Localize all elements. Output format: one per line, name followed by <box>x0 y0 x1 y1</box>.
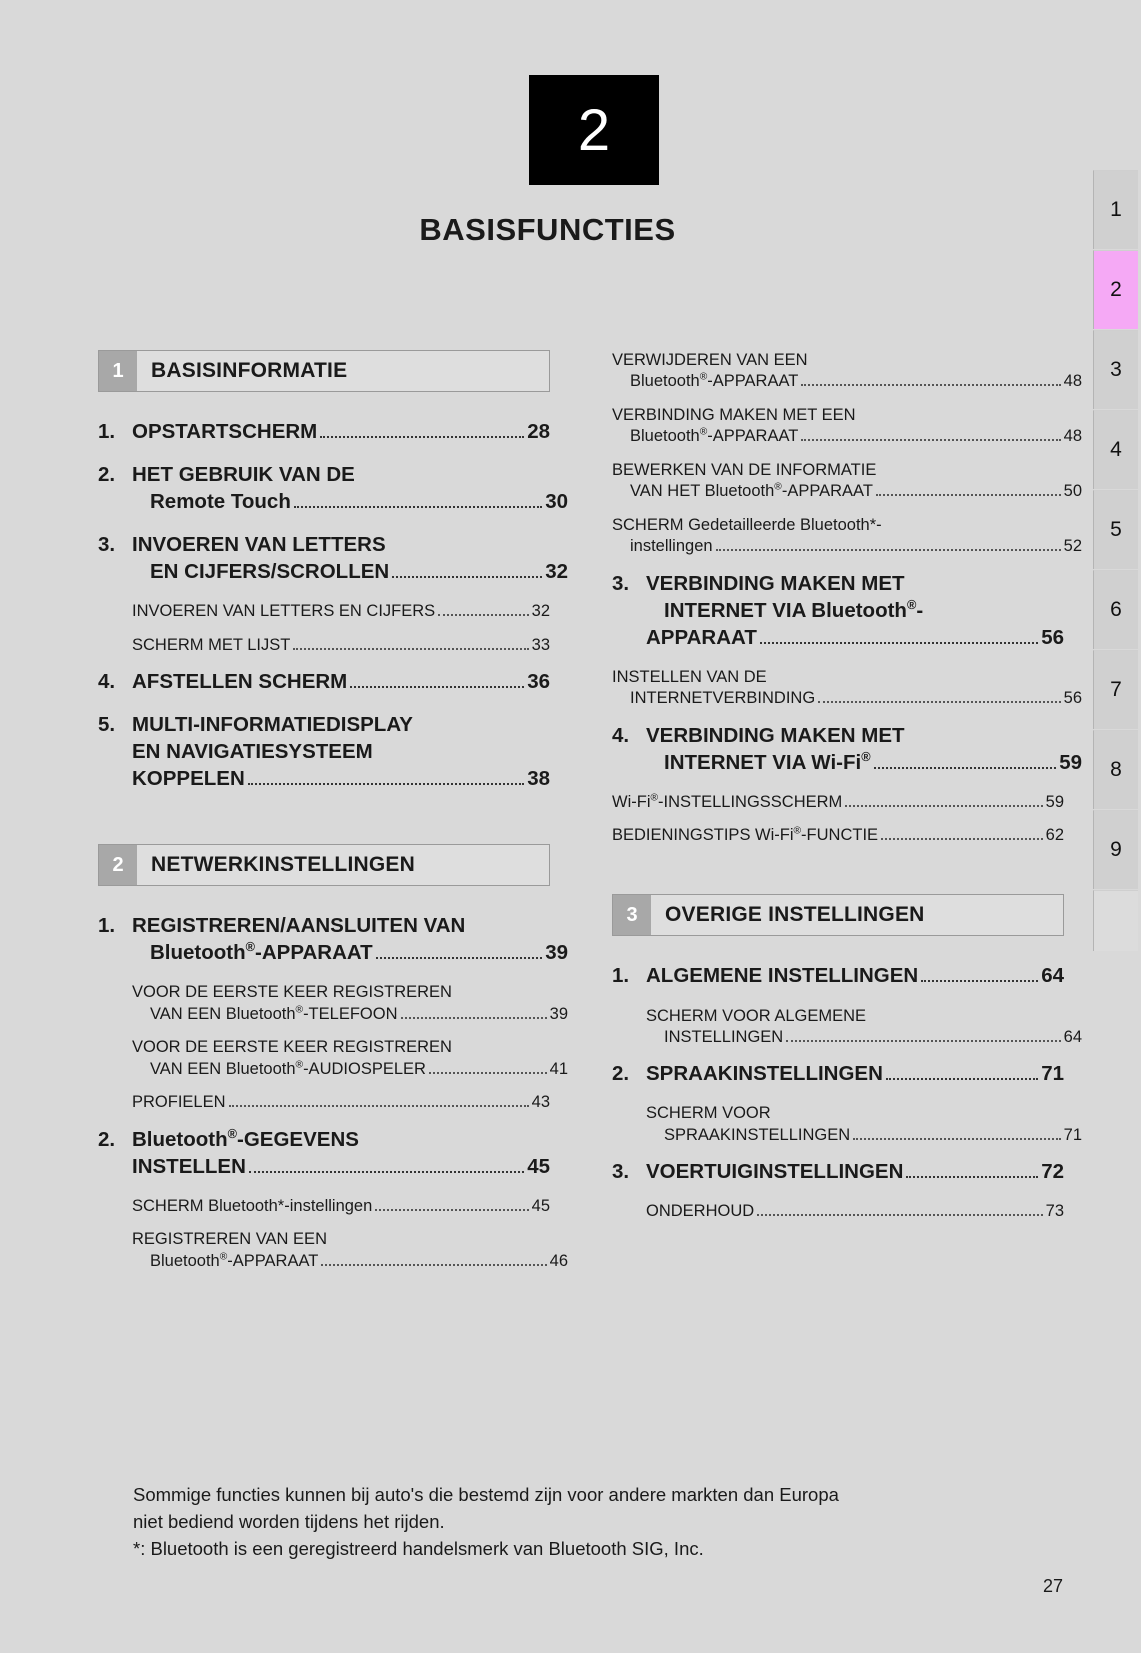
section-label: BASISINFORMATIE <box>151 359 348 382</box>
subentry-title: BEDIENINGSTIPS Wi-Fi®-FUNCTIE <box>612 825 879 845</box>
toc-entry[interactable] <box>98 461 568 515</box>
entry-number: 2. <box>98 1127 116 1151</box>
subentry-title: INVOEREN VAN LETTERS EN CIJFERS <box>132 602 436 621</box>
entry-title: VOERTUIGINSTELLINGEN <box>646 1160 904 1184</box>
leader-dots <box>429 1071 547 1074</box>
chapter-tab-3-label: 3 <box>1110 358 1122 381</box>
entry-title: OPSTARTSCHERM <box>132 420 318 443</box>
toc-subentry[interactable] <box>132 1196 550 1217</box>
toc-subentry[interactable] <box>612 792 1064 813</box>
chapter-tab-4-label: 4 <box>1110 438 1122 461</box>
entry-title: VERBINDING MAKEN MET <box>646 571 905 595</box>
entry-number: 4. <box>612 723 630 747</box>
subentry-title-cont: VAN EEN Bluetooth®-TELEFOON <box>150 1004 398 1023</box>
subentry-page: 52 <box>1063 537 1082 556</box>
subentry-page: 64 <box>1063 1027 1082 1046</box>
section-header-basisinformatie <box>98 350 550 392</box>
subentry-page: 48 <box>1063 427 1082 446</box>
subentry-title-cont: instellingen <box>630 537 713 556</box>
subentry-title-cont: Bluetooth®-APPARAAT <box>630 426 799 446</box>
entry-title-cont: EN CIJFERS/SCROLLEN <box>150 560 390 584</box>
subentry-title: REGISTREREN VAN EEN <box>132 1230 327 1249</box>
leader-dots <box>757 1213 1042 1216</box>
entry-title: VERBINDING MAKEN MET <box>646 723 905 747</box>
toc-entry[interactable] <box>612 1060 1064 1087</box>
subentry-title-cont: Bluetooth®-APPARAAT <box>150 1251 319 1270</box>
subentry-title-cont: INTERNETVERBINDING <box>630 689 816 708</box>
subentry-title: ONDERHOUD <box>646 1202 755 1221</box>
toc-subentry[interactable] <box>612 825 1064 846</box>
leader-dots <box>881 837 1043 840</box>
page-title: BASISFUNCTIES <box>419 212 676 247</box>
leader-dots <box>320 435 524 438</box>
entry-title: MULTI-INFORMATIEDISPLAY <box>132 713 413 737</box>
toc-subentry[interactable] <box>132 982 568 1025</box>
subentry-title: VERBINDING MAKEN MET EEN <box>612 405 856 424</box>
chapter-tab-blank <box>1093 890 1138 951</box>
entry-page: 38 <box>527 767 550 791</box>
entry-number: 2. <box>612 1062 630 1086</box>
section-spacer <box>612 858 1064 894</box>
entry-page: 64 <box>1041 964 1064 988</box>
chapter-number-block <box>529 75 659 185</box>
toc-subentry[interactable] <box>646 1201 1064 1222</box>
leader-dots <box>376 956 542 959</box>
entry-number: 1. <box>612 964 630 988</box>
leader-dots <box>874 766 1057 769</box>
toc-subentry[interactable] <box>612 667 1082 710</box>
leader-dots <box>248 782 524 785</box>
subentry-page: 39 <box>549 1004 568 1023</box>
chapter-tab-1[interactable] <box>1093 170 1138 249</box>
chapter-tab-9[interactable] <box>1093 810 1138 889</box>
chapter-tab-strip <box>1093 170 1141 952</box>
entry-number: 3. <box>612 1160 630 1184</box>
entry-title-cont: INTERNET VIA Bluetooth®- <box>664 596 924 622</box>
subentry-title-cont: INSTELLINGEN <box>664 1027 784 1046</box>
leader-dots <box>401 1016 547 1019</box>
subentry-title: SCHERM VOOR <box>646 1104 771 1123</box>
entry-page: 30 <box>545 490 568 514</box>
toc-subentry[interactable] <box>132 1037 568 1080</box>
entry-title-cont2: KOPPELEN <box>132 767 245 791</box>
entry-title-cont: EN NAVIGATIESYSTEEM <box>132 740 373 764</box>
entry-title: AFSTELLEN SCHERM <box>132 670 348 694</box>
subentry-page: 62 <box>1045 826 1064 845</box>
section-spacer <box>98 808 550 844</box>
subentry-page: 56 <box>1063 689 1082 708</box>
subentry-page: 46 <box>549 1251 568 1270</box>
entry-title-cont: Remote Touch <box>150 490 291 514</box>
subentry-title: VOOR DE EERSTE KEER REGISTREREN <box>132 1038 452 1057</box>
leader-dots <box>801 438 1060 441</box>
entry-number: 1. <box>98 420 116 443</box>
toc-subentry[interactable] <box>132 601 550 622</box>
leader-dots <box>392 575 542 578</box>
section-number: 2 <box>99 845 137 885</box>
chapter-number: 2 <box>577 97 611 163</box>
subentry-title: SCHERM VOOR ALGEMENE <box>646 1006 867 1025</box>
toc-subentry[interactable] <box>646 1006 1082 1049</box>
chapter-tab-7[interactable] <box>1093 650 1138 729</box>
subentry-page: 32 <box>531 602 550 621</box>
chapter-tab-7-label: 7 <box>1110 678 1122 701</box>
leader-dots <box>853 1137 1061 1140</box>
subentry-page: 45 <box>531 1196 550 1215</box>
subentry-title-cont: VAN HET Bluetooth®-APPARAAT <box>630 481 873 501</box>
section-label: NETWERKINSTELLINGEN <box>151 853 415 877</box>
leader-dots <box>786 1039 1060 1042</box>
entry-title-cont: Bluetooth®-APPARAAT <box>150 939 373 965</box>
chapter-tab-6[interactable] <box>1093 570 1138 649</box>
chapter-tab-1-label: 1 <box>1110 198 1122 221</box>
subentry-page: 71 <box>1063 1125 1082 1144</box>
toc-entry[interactable] <box>98 1126 550 1180</box>
entry-title: SPRAAKINSTELLINGEN <box>646 1062 883 1086</box>
entry-title-cont: INSTELLEN <box>132 1154 246 1178</box>
leader-dots <box>229 1104 529 1107</box>
toc-entry[interactable] <box>612 962 1064 989</box>
toc-subentry[interactable] <box>612 405 1082 448</box>
toc-entry[interactable] <box>98 531 568 585</box>
footnote <box>133 1482 993 1562</box>
chapter-tab-2-label: 2 <box>1110 278 1122 301</box>
entry-title: ALGEMENE INSTELLINGEN <box>646 964 919 988</box>
chapter-tab-9-label: 9 <box>1110 838 1122 861</box>
subentry-title: INSTELLEN VAN DE <box>612 667 767 686</box>
entry-number: 1. <box>98 914 116 938</box>
entry-page: 28 <box>527 420 550 443</box>
leader-dots <box>876 493 1061 496</box>
section-number: 1 <box>99 351 137 391</box>
subentry-page: 48 <box>1063 372 1082 391</box>
section-header-netwerkinstellingen <box>98 844 550 886</box>
entry-page: 72 <box>1041 1160 1064 1184</box>
subentry-title-cont: VAN EEN Bluetooth®-AUDIOSPELER <box>150 1059 426 1078</box>
entry-page: 36 <box>527 670 550 694</box>
section-number: 3 <box>613 895 651 935</box>
entry-page: 56 <box>1041 625 1064 649</box>
leader-dots <box>716 548 1061 551</box>
subentry-title: SCHERM MET LIJST <box>132 635 291 654</box>
entry-number: 3. <box>98 533 116 557</box>
entry-title-cont: INTERNET VIA Wi-Fi® <box>664 748 871 774</box>
subentry-page: 33 <box>531 635 550 654</box>
toc-subentry[interactable] <box>612 460 1082 503</box>
entry-title: HET GEBRUIK VAN DE <box>132 463 355 487</box>
toc-entry[interactable] <box>612 722 1082 776</box>
entry-title: INVOEREN VAN LETTERS <box>132 533 386 557</box>
subentry-title: SCHERM Bluetooth*-instellingen <box>132 1196 373 1215</box>
page-number: 27 <box>1042 1576 1063 1596</box>
subentry-page: 43 <box>531 1093 550 1112</box>
subentry-title: VOOR DE EERSTE KEER REGISTREREN <box>132 983 452 1002</box>
subentry-title-cont: SPRAAKINSTELLINGEN <box>664 1125 851 1144</box>
entry-number: 2. <box>98 463 116 487</box>
toc-subentry[interactable] <box>612 350 1082 393</box>
chapter-tab-2[interactable] <box>1093 250 1138 329</box>
entry-page: 59 <box>1059 750 1082 774</box>
subentry-page: 59 <box>1045 792 1064 811</box>
toc-entry[interactable] <box>98 418 550 445</box>
subentry-title: SCHERM Gedetailleerde Bluetooth*- <box>612 515 882 534</box>
leader-dots <box>886 1077 1038 1080</box>
toc-entry[interactable] <box>612 1158 1064 1185</box>
toc-entry[interactable] <box>98 711 550 792</box>
leader-dots <box>249 1170 524 1173</box>
entry-number: 5. <box>98 713 116 737</box>
entry-title: REGISTREREN/AANSLUITEN VAN <box>132 914 466 938</box>
subentry-page: 50 <box>1063 482 1082 501</box>
subentry-title: BEWERKEN VAN DE INFORMATIE <box>612 460 877 479</box>
footnote-line-1: Sommige functies kunnen bij auto's die bestemd zijn voor andere markten dan Europa <box>133 1484 839 1505</box>
leader-dots <box>760 641 1038 644</box>
toc-entry[interactable] <box>98 912 568 966</box>
leader-dots <box>906 1175 1038 1178</box>
leader-dots <box>845 804 1042 807</box>
subentry-title: PROFIELEN <box>132 1093 226 1112</box>
toc-subentry[interactable] <box>132 1092 550 1113</box>
leader-dots <box>294 505 542 508</box>
entry-title-cont2: APPARAAT <box>646 625 757 649</box>
entry-number: 4. <box>98 670 116 694</box>
toc-subentry[interactable] <box>612 515 1082 558</box>
leader-dots <box>801 383 1060 386</box>
leader-dots <box>321 1263 546 1266</box>
section-label: OVERIGE INSTELLINGEN <box>665 903 925 927</box>
entry-title: Bluetooth®-GEGEVENS <box>132 1125 359 1151</box>
leader-dots <box>375 1208 528 1211</box>
toc-subentry[interactable] <box>132 635 550 656</box>
chapter-tab-5-label: 5 <box>1110 518 1122 541</box>
leader-dots <box>293 647 528 650</box>
entry-page: 32 <box>545 560 568 584</box>
entry-number: 3. <box>612 571 630 595</box>
subentry-title-cont: Bluetooth®-APPARAAT <box>630 371 799 391</box>
section-header-overige <box>612 894 1064 936</box>
subentry-title: VERWIJDEREN VAN EEN <box>612 351 808 369</box>
chapter-tab-6-label: 6 <box>1110 598 1122 621</box>
chapter-tab-4[interactable] <box>1093 410 1138 489</box>
chapter-tab-8[interactable] <box>1093 730 1138 809</box>
entry-page: 39 <box>545 941 568 965</box>
footnote-line-2: niet bediend worden tijdens het rijden. <box>133 1510 445 1532</box>
toc-subentry[interactable] <box>646 1103 1082 1146</box>
subentry-page: 73 <box>1045 1202 1064 1221</box>
chapter-tab-5[interactable] <box>1093 490 1138 569</box>
toc-column-right <box>612 350 1082 1235</box>
leader-dots <box>921 979 1038 982</box>
leader-dots <box>438 613 528 616</box>
chapter-tab-8-label: 8 <box>1110 758 1122 781</box>
leader-dots <box>350 685 524 688</box>
entry-page: 45 <box>527 1154 550 1178</box>
subentry-page: 41 <box>549 1059 568 1078</box>
subentry-title: Wi-Fi®-INSTELLINGSSCHERM <box>612 792 843 811</box>
footnote-line-3: *: Bluetooth is een geregistreerd handelsmerk van Bluetooth SIG, Inc. <box>133 1537 704 1559</box>
toc-entry[interactable] <box>98 668 550 695</box>
toc-column-left <box>98 350 568 1284</box>
toc-entry[interactable] <box>612 570 1064 651</box>
chapter-tab-3[interactable] <box>1093 330 1138 409</box>
leader-dots <box>818 700 1060 703</box>
toc-subentry[interactable] <box>132 1229 568 1272</box>
entry-page: 71 <box>1041 1062 1064 1086</box>
